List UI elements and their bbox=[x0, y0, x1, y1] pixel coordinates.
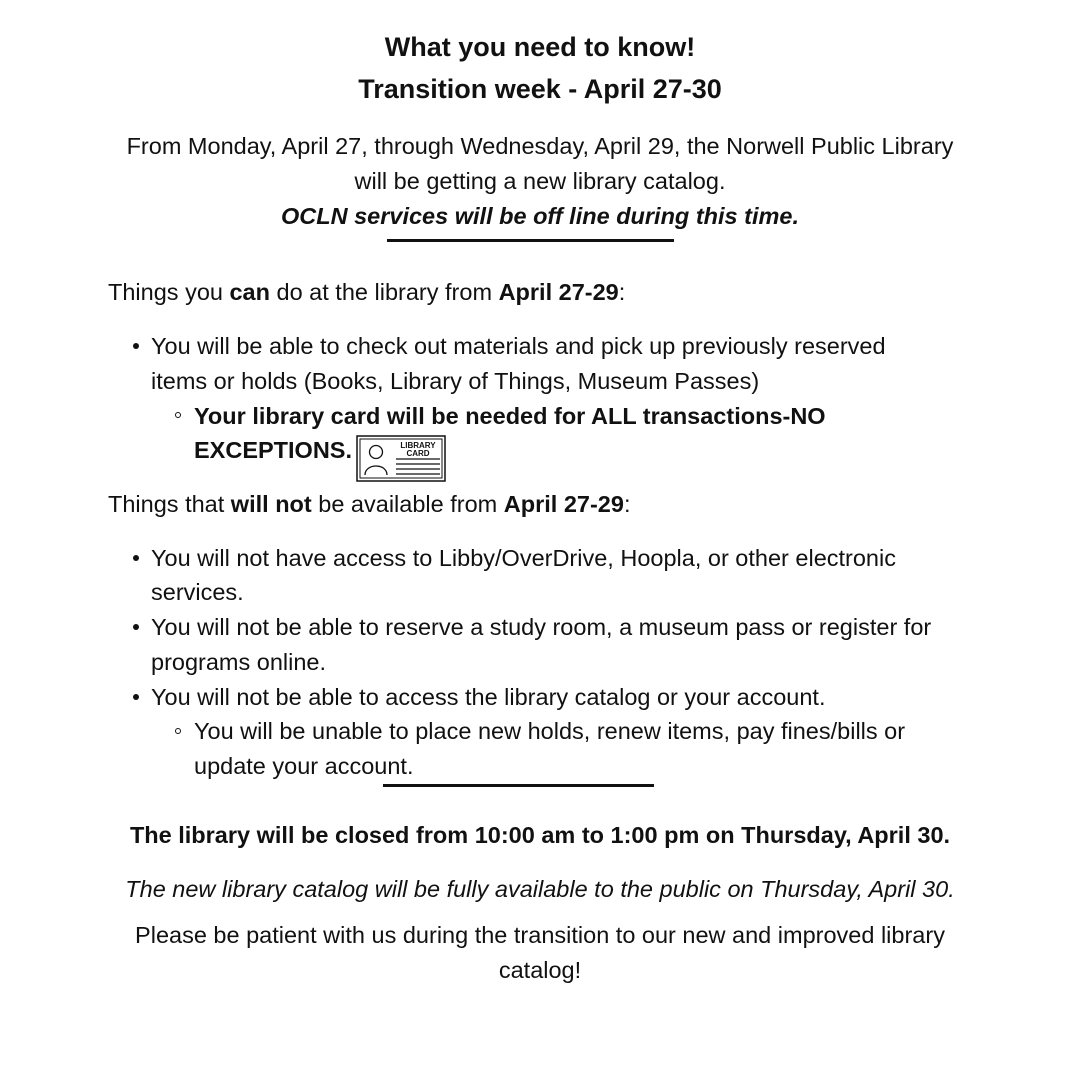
patience-line-2: catalog! bbox=[498, 957, 582, 983]
bullet-icon bbox=[133, 694, 139, 700]
bullet-icon bbox=[133, 343, 139, 349]
can-heading: Things you can do at the library from April 27-29: bbox=[108, 279, 626, 305]
page-subtitle: Transition week - April 27-30 bbox=[358, 74, 722, 104]
can-item-1-line-1: You will be able to check out materials and pick up previously reserved bbox=[151, 333, 886, 359]
cannot-heading: Things that will not be available from April 27-29: bbox=[108, 491, 631, 517]
cannot-item-3-line-1: You will not be able to access the library catalog or your account. bbox=[151, 684, 826, 710]
cannot-item-1-line-1: You will not have access to Libby/OverDrive, Hoopla, or other electronic bbox=[151, 545, 896, 571]
sub-bullet-icon bbox=[175, 412, 181, 418]
card-label-2: CARD bbox=[406, 449, 430, 458]
card-label-1: LIBRARY bbox=[400, 441, 436, 450]
closed-notice: The library will be closed from 10:00 am to 1:00 pm on Thursday, April 30. bbox=[129, 822, 951, 848]
intro-line-2: will be getting a new library catalog. bbox=[354, 168, 726, 194]
cannot-sub-line-2: update your account. bbox=[194, 753, 414, 779]
cannot-item-2-line-1: You will not be able to reserve a study room, a museum pass or register for bbox=[151, 614, 932, 640]
intro-line-1: From Monday, April 27, through Wednesday, April 29, the Norwell Public Library bbox=[126, 133, 954, 159]
cannot-sub-line-1: You will be unable to place new holds, renew items, pay fines/bills or bbox=[194, 718, 906, 744]
divider-rule bbox=[383, 784, 654, 787]
library-card-icon bbox=[356, 435, 446, 482]
cannot-item-2-line-2: programs online. bbox=[151, 649, 327, 675]
divider-rule bbox=[387, 239, 674, 242]
bullet-icon bbox=[133, 555, 139, 561]
page-title: What you need to know! bbox=[384, 32, 696, 62]
cannot-item-1-line-2: services. bbox=[151, 579, 244, 605]
available-notice: The new library catalog will be fully available to the public on Thursday, April 30. bbox=[125, 876, 955, 902]
bullet-icon bbox=[133, 624, 139, 630]
sub-bullet-icon bbox=[175, 728, 181, 734]
can-item-1-line-2: items or holds (Books, Library of Things, Museum Passes) bbox=[151, 368, 760, 394]
intro-offline-notice: OCLN services will be off line during this time. bbox=[281, 203, 799, 229]
card-needed-line-1: Your library card will be needed for ALL transactions-NO bbox=[194, 403, 826, 429]
patience-line-1: Please be patient with us during the transition to our new and improved library bbox=[135, 922, 945, 948]
card-needed-line-2: EXCEPTIONS. bbox=[194, 437, 353, 463]
